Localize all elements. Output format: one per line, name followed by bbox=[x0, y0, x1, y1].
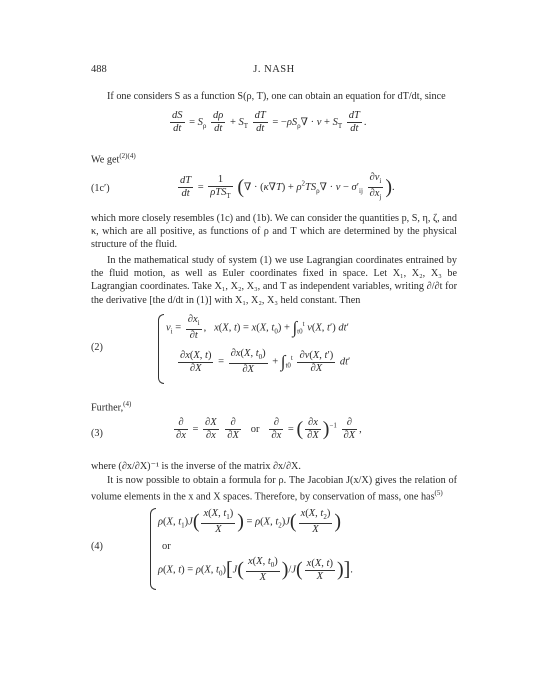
equation-4-line-2: ρ(X, t) = ρ(X, $t_0)[J$( $\frac{x(X, t_0)}{X}$ )/J( $\frac{x(X, t)}{X}$ )]. bbox=[158, 556, 353, 584]
equation-4-line-1: ρ(X, $t_1)J$( $\frac{x(X, t_1)}{X}$ ) = ρ(X, $t_2)J$( $\frac{x(X, t_2)}{X}$ ) bbox=[158, 508, 342, 536]
equation-2-line-1: $v_i$ = $\frac{\partial x_i}{\partial t}$ , x(X, t) = x(X, $t_0) + \int_{t0}^t$ v(X, t′) dt′ bbox=[166, 314, 349, 342]
equation-4-or: or bbox=[162, 541, 171, 552]
paragraph-4: where (∂x/∂X)⁻¹ is the inverse of the matrix ∂x/∂X. bbox=[91, 461, 301, 472]
equation-dS-dt: $\frac{dS}{dt}$ = $S_\rho$ $\frac{d\rho}{dt}$ + $S_T$ $\frac{dT}{dt}$ = $-\rho S_\rho\nabla \cdot v + S_T$ $\frac{dT}{dt}$ . bbox=[172, 110, 367, 134]
citation-further: (4) bbox=[123, 400, 132, 408]
equation-2-line-2: $\frac{\partial x(X, t)}{\partial X}$ = $\frac{\partial x(X, t_0)}{\partial X}$ + $\int_{t0}^t$ $\frac{\partial v(X, t')}{\partial X}$ dt′ bbox=[180, 348, 351, 376]
left-brace-4 bbox=[150, 508, 156, 590]
running-author: J. NASH bbox=[253, 64, 295, 75]
equation-label-2: (2) bbox=[91, 342, 103, 353]
paragraph-5 bbox=[91, 474, 457, 504]
paragraph-5-text: It is now possible to obtain a formula for ρ. The Jacobian J(x/X) gives the relation of volume elements in the x and X spaces. Therefore, by conservation of mass, one has bbox=[91, 475, 457, 503]
equation-label-4: (4) bbox=[91, 541, 103, 552]
left-brace bbox=[158, 314, 164, 384]
equation-1c: $\frac{dT}{dt}$ = $\frac{1}{\rho TS_T}$ (∇ · $(\kappa\nabla T) + \rho^2TS_\rho\nabla \cdot v - \sigma'_{ij}$ $\frac{\partial v_i}{\partial x_j}$ ). bbox=[180, 172, 395, 202]
citation-we-get: (2)(4) bbox=[119, 152, 136, 160]
equation-3: $\frac{\partial}{\partial x}$ = $\frac{\partial X}{\partial x}$ $\frac{\partial}{\partial X}$ or $\frac{\partial}{\partial x}$ = ( $\frac{\partial x}{\partial X}$ )$^{-1}$ $\frac{\partial}{\partial X}$ , bbox=[176, 417, 362, 441]
equation-label-3: (3) bbox=[91, 428, 103, 439]
citation-mass: (5) bbox=[434, 489, 443, 498]
page-number: 488 bbox=[91, 64, 107, 75]
paragraph-2: which more closely resembles (1c) and (1b). We can consider the quantities p, S, η, ζ, and κ, which are all positive, as functions of ρ and T which are determined by the physical structure of the fluid. bbox=[91, 213, 457, 251]
equation-label-1c: (1c′) bbox=[91, 183, 110, 194]
further-text: Further, bbox=[91, 402, 124, 414]
paragraph-3: In the mathematical study of system (1) we use Lagrangian coordinates entrained by the fluid motion, as well as Euler coordinates fixed in space. Let X₁, X₂, X₃ be Lagrangian coordinates. Take X₁, X₂, X₃, and T as independent variables, writing ∂/∂t for the derivative [the d/dt in (1)] with X₁, X₂, X₃ held constant. Then bbox=[91, 255, 457, 306]
we-get-line bbox=[91, 150, 457, 167]
further-line bbox=[91, 398, 457, 415]
paragraph-1: If one considers S as a function S(ρ, T), one can obtain an equation for dT/dt, since bbox=[107, 91, 446, 102]
we-get-text: We get bbox=[91, 154, 120, 166]
